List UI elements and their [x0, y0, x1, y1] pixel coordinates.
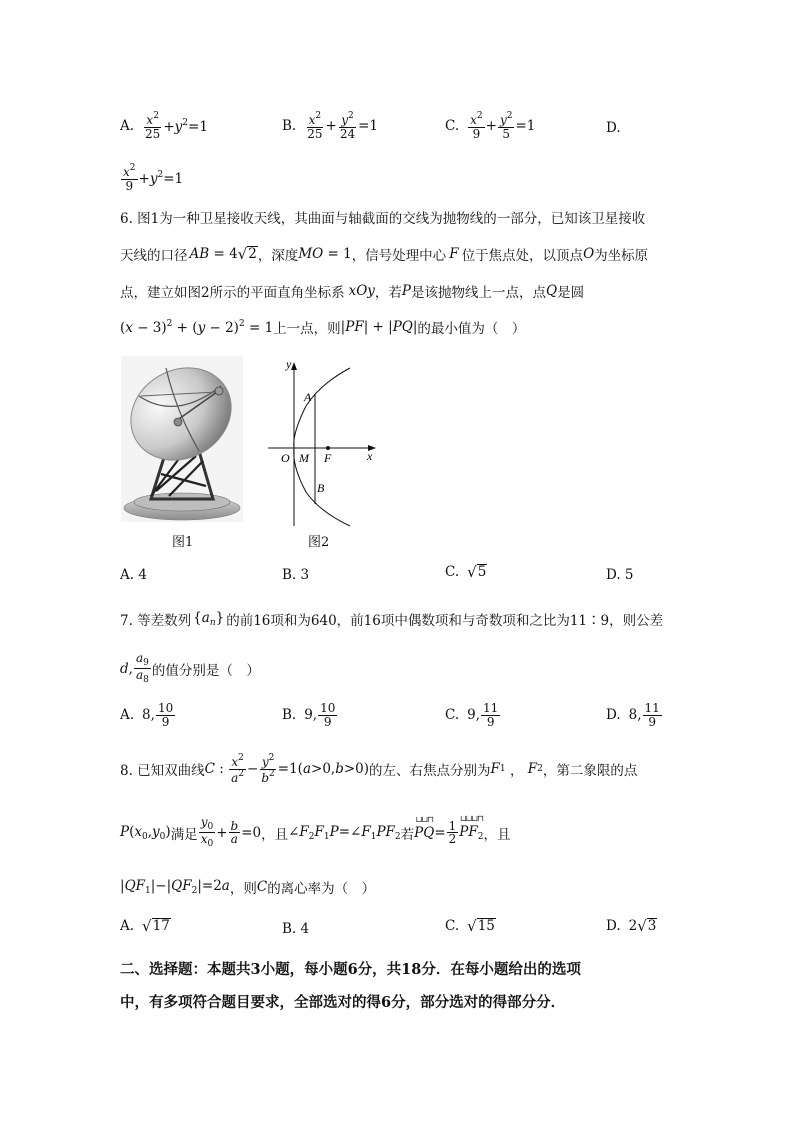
- parabola-diagram-svg: [262, 354, 382, 529]
- q5-option-b: B. $\frac{x^2}{25}$ + $\frac{y^2}{24}$ =1: [282, 111, 378, 141]
- q5-option-d: $\frac{x^2}{9}$ $+y^2=1$: [123, 163, 184, 193]
- q6-line1: 6. 图1为一种卫星接收天线，其曲面与轴截面的交线为抛物线的一部分，已知该卫星接收: [120, 211, 646, 227]
- q5-option-c: C. $\frac{x^2}{9}$ + $\frac{y^2}{5}$ =1: [445, 111, 536, 141]
- q8-option-a: A. √ 17: [120, 916, 170, 935]
- figure1-caption: 图1: [172, 535, 194, 550]
- q6-option-a: A. 4: [120, 567, 147, 583]
- section2-heading-line2: 中，有多项符合题目要求，全部选对的得6分，部分选对的得部分分．: [120, 994, 566, 1011]
- q8-line3: $|QF_1|-|QF_2|=2a$ ，则 C 的离心率为（ ）: [120, 878, 376, 897]
- point-f-label: F: [324, 451, 332, 465]
- q6-option-c: C. √ 5: [445, 562, 487, 581]
- q7-option-b: B. 9, $\frac{10}{9}$: [282, 701, 336, 729]
- satellite-dish-image: [121, 356, 243, 522]
- q6-option-b: B. 3: [282, 567, 310, 583]
- q7-option-a: A. 8, $\frac{10}{9}$: [120, 701, 174, 729]
- q7-option-c: C. 9, $\frac{11}{9}$: [445, 701, 499, 729]
- point-b-label: B: [317, 481, 325, 495]
- point-a-label: A: [304, 390, 312, 404]
- q6-line4: $(x - 3)^2 + (y - 2)^2 = 1$ 上一点，则 |PF| + |PQ| 的最小值为（ ）: [120, 318, 526, 337]
- q5-option-d-label: D.: [606, 120, 621, 136]
- y-axis-label: y: [286, 357, 292, 371]
- point-o-label: O: [281, 451, 290, 465]
- q8-option-d: D. 2 √ 3: [606, 916, 657, 935]
- figure2-caption: 图2: [308, 535, 330, 550]
- q6-line3: 点，建立如图2所示的平面直角坐标系 xOy ，若 P 是该抛物线上一点，点 Q 是圆: [120, 283, 585, 301]
- q6-option-d: D. 5: [606, 567, 634, 583]
- x-axis-label: x: [367, 449, 373, 463]
- q6-line2: 天线的口径 AB = 4 √ 2 ，深度 MO = 1 ，信号处理中心 F 位于焦点处，以顶点 O 为坐标原: [120, 244, 649, 264]
- satellite-dish-figure: [121, 356, 243, 522]
- q8-line1: 8. 已知双曲线 C : $\frac{x^2}{a^2}$ − $\frac{y^2}{b^2}$ =1(a>0,b>0) 的左、右焦点分别为 F 1 ， F 2 ，第二象限的点: [120, 753, 638, 785]
- q7-line2: d , $\frac{a_9}{a_8}$ 的值分别是（ ）: [120, 651, 260, 686]
- q8-option-c: C. √ 15: [445, 916, 495, 935]
- y-axis-arrow-icon: [291, 362, 297, 370]
- q7-line1: 7. 等差数列 $\{a_n\}$ 的前16项和为640，前16项中偶数项和与奇数项和之比为11∶9，则公差: [120, 610, 664, 629]
- q5-option-a: A. $\frac{x^2}{25}$ $+y^2=1$: [120, 111, 208, 141]
- parabola-diagram: [262, 354, 382, 529]
- point-m-label: M: [299, 451, 309, 465]
- q7-option-d: D. 8, $\frac{11}{9}$: [606, 701, 660, 729]
- q8-line2: $P(x_0,y_0)$ 满足 $\frac{y_0}{x_0}$ + $\frac{b}{a}$ =0 ，且 $\angle F_2F_1P=\angle F_1PF_2$ 若 ⊔⊔⊓ PQ = $\frac{1}{2}$ ⊔⊔⊔⊓ $PF_2$ ，且: [120, 813, 511, 850]
- section2-heading-line1: 二、选择题：本题共3小题，每小题6分，共18分．在每小题给出的选项: [120, 961, 581, 978]
- q8-option-b: B. 4: [282, 921, 310, 937]
